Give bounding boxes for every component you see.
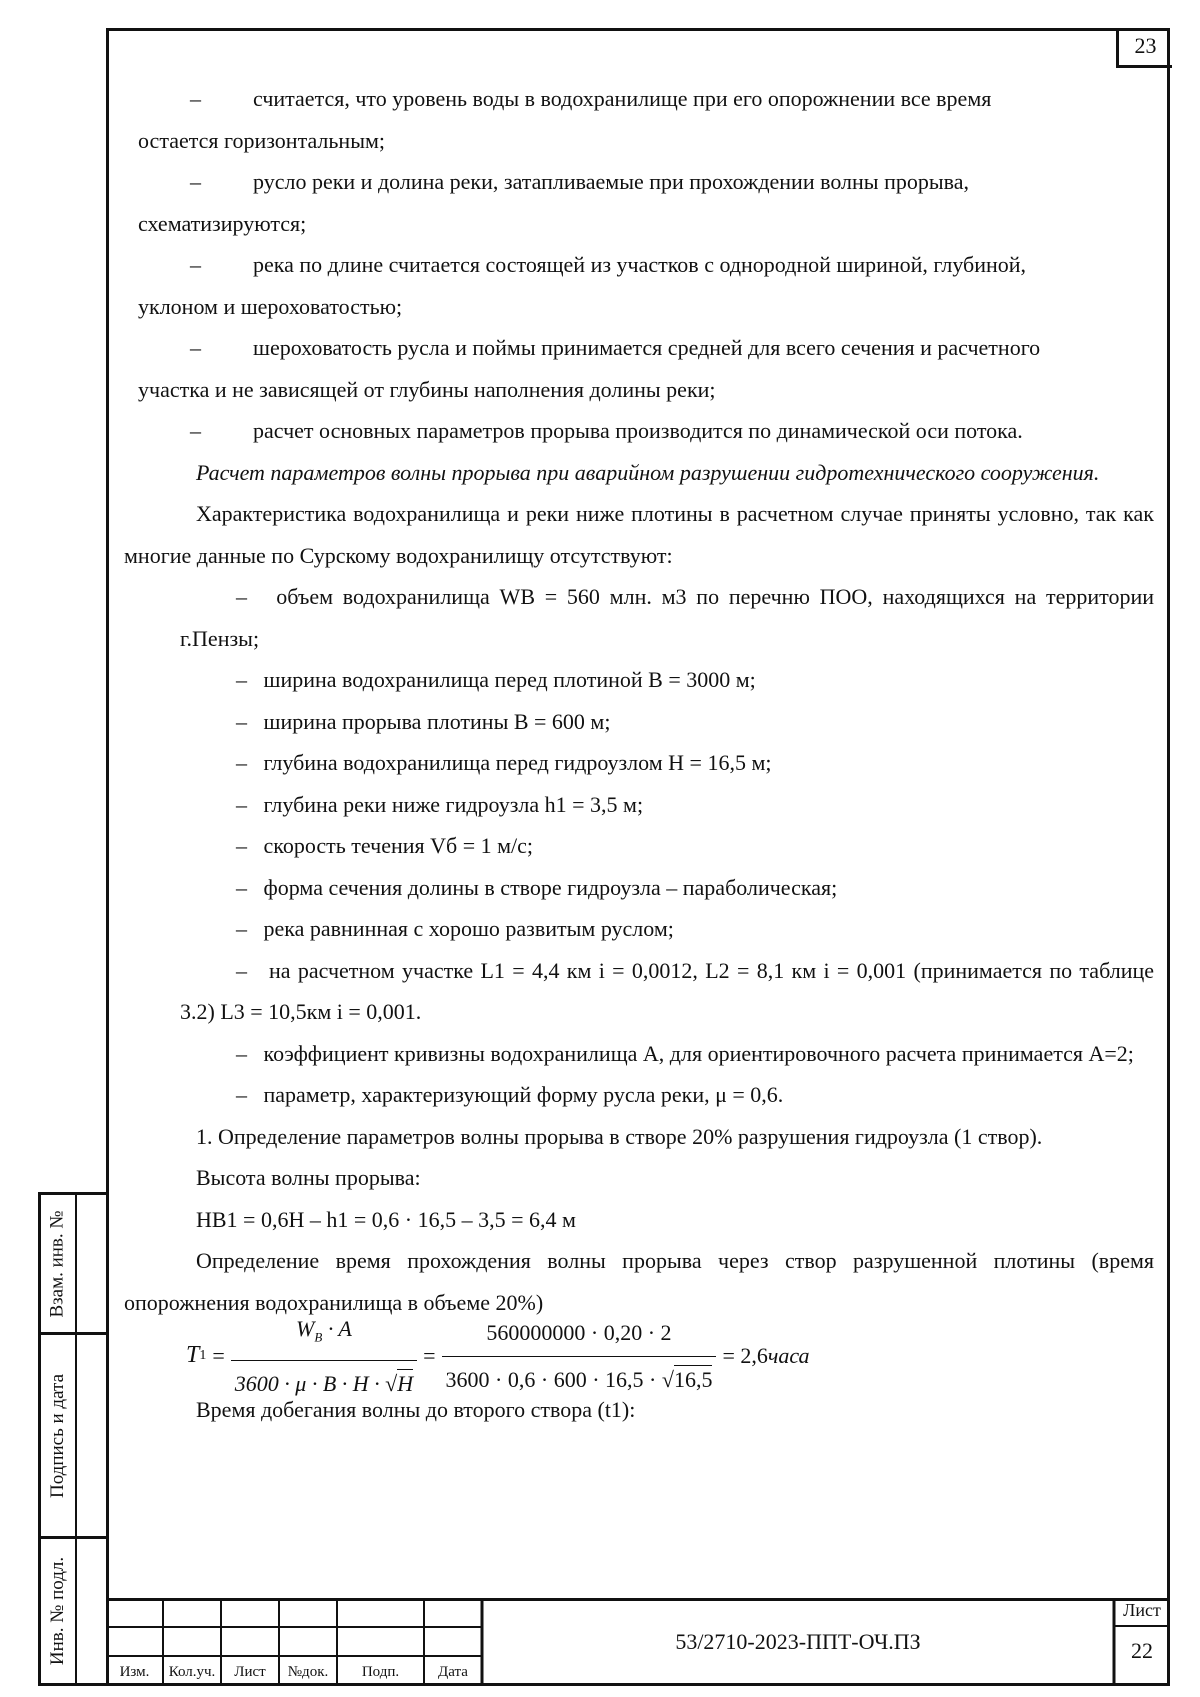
bullet-2: – русло реки и долина реки, затапливаемые при прохождении волны прорыва, xyxy=(190,169,969,194)
param-10: – коэффициент кривизны водохранилища А, для ориентировочного расчета принимается А=2; xyxy=(236,1040,1134,1066)
document-code: 53/2710-2023-ППТ-ОЧ.ПЗ xyxy=(675,1629,921,1654)
param-1: – объем водохранилища WB = 560 млн. м3 по перечню ПОО, находящихся на территории г.Пензы; xyxy=(180,584,1154,651)
bullet-2-cont: схематизируются; xyxy=(138,210,307,236)
intro-paragraph: Характеристика водохранилища и реки ниже плотины в расчетном случае приняты условно, так как многие данные по Сурскому водохранилищу отсутствуют: xyxy=(124,501,1154,568)
bullet-1: – считается, что уровень воды в водохранилище при его опорожнении все время xyxy=(190,86,992,111)
wave-height-formula: НВ1 = 0,6Н – h1 = 0,6 · 16,5 – 3,5 = 6,4 м xyxy=(196,1206,576,1232)
bullet-4: – шероховатость русла и поймы принимается средней для всего сечения и расчетного xyxy=(190,335,1041,360)
page-content xyxy=(124,78,1154,1431)
stamp-original-inv: Инв. № подл. xyxy=(38,1539,106,1686)
param-7: – форма сечения долины в створе гидроузла – параболическая; xyxy=(236,874,838,900)
tb-list: Лист xyxy=(234,1664,266,1680)
param-9: – на расчетном участке L1 = 4,4 км i = 0,0012, L2 = 8,1 км i = 0,001 (принимается по таблице 3.2) L3 = 10,5км i = 0,001. xyxy=(180,957,1155,1024)
tb-ndok: №док. xyxy=(287,1664,329,1680)
tb-podp: Подп. xyxy=(361,1664,400,1680)
formula-fraction-2: $\frac{560000000 \cdot 0,20 \cdot 2}{3600 \cdot 0,6 \cdot 600 \cdot 16,5 \cdot √16,5}$ xyxy=(442,1312,717,1400)
param-8: – река равнинная с хорошо развитым руслом; xyxy=(236,916,674,941)
tb-data: Дата xyxy=(438,1664,468,1680)
page-number-top: 23 xyxy=(1116,28,1172,68)
param-6: – скорость течения Vб = 1 м/с; xyxy=(236,833,534,858)
formula-lhs: T xyxy=(186,1342,200,1369)
tb-izm: Изм. xyxy=(119,1664,150,1680)
bullet-3: – река по длине считается состоящей из участков с однородной шириной, глубиной, xyxy=(190,252,1027,277)
formula-fraction-1: $\frac{W_B \cdot A}{3600 \cdot \mu \cdot B \cdot H \cdot √H}$ xyxy=(231,1308,417,1404)
bullet-5: – расчет основных параметров прорыва производится по динамической оси потока. xyxy=(190,418,1023,443)
title-block xyxy=(106,1598,1170,1686)
bullet-1-cont: остается горизонтальным; xyxy=(138,127,386,153)
param-11: – параметр, характеризующий форму русла реки, μ = 0,6. xyxy=(236,1082,784,1107)
param-2: – ширина водохранилища перед плотиной B = 3000 м; xyxy=(236,667,756,692)
bullet-3-cont: уклоном и шероховатостью; xyxy=(138,293,403,319)
tb-list-number: 22 xyxy=(1131,1638,1153,1663)
time-formula: T 1 = $\frac{W_B \cdot A}{3600 \cdot \mu \cdot B \cdot H \cdot √H}$ = $\frac{560000000 \cdot 0,20 \cdot 2}{3600 \cdot 0,6 \cdot 600 \cdot 16,5 \cdot √16,5}$ = 2,6 часа xyxy=(124,1323,1154,1389)
stamp-replacement-inv: Взам. инв. № xyxy=(38,1192,106,1335)
travel-time-label: Время добегания волны до второго створа (t1): xyxy=(196,1397,636,1422)
param-4: – глубина водохранилища перед гидроузлом Н = 16,5 м; xyxy=(236,750,772,775)
param-3: – ширина прорыва плотины B = 600 м; xyxy=(236,708,611,734)
tb-list-label: Лист xyxy=(1123,1600,1161,1620)
section-1-heading: 1. Определение параметров волны прорыва в створе 20% разрушения гидроузла (1 створ). xyxy=(196,1123,1043,1149)
bullet-4-cont: участка и не зависящей от глубины наполнения долины реки; xyxy=(138,376,716,402)
tb-kol: Кол.уч. xyxy=(168,1664,216,1680)
wave-height-label: Высота волны прорыва: xyxy=(196,1165,421,1190)
time-definition-text: Определение время прохождения волны прорыва через створ разрушенной плотины (время опорожнения водохранилища в объеме 20%) xyxy=(124,1248,1154,1315)
param-5: – глубина реки ниже гидроузла h1 = 3,5 м; xyxy=(236,791,644,817)
stamp-signature-date: Подпись и дата xyxy=(38,1335,106,1539)
italic-heading: Расчет параметров волны прорыва при аварийном разрушении гидротехнического сооружения. xyxy=(196,459,1100,485)
